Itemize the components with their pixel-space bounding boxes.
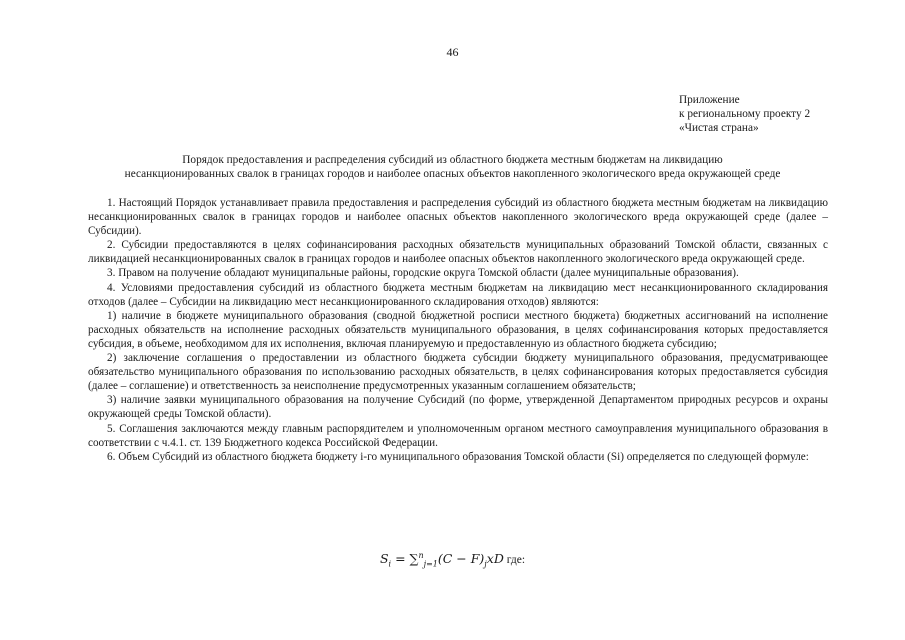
paragraph: 6. Объем Субсидий из областного бюджета бюджету i-го муниципального образования Томской области (Si) определяется по следующей формуле: <box>107 450 809 463</box>
formula-trail: где: <box>503 554 526 567</box>
paragraph: 5. Соглашения заключаются между главным распорядителем и уполномоченным органом местного самоуправления муниципального образования в соответствии с ч.4.1. ст. 139 Бюджетного кодекса Российской Федерации. <box>88 422 828 449</box>
paragraph: 4. Условиями предоставления субсидий из областного бюджета местным бюджетам на ликвидацию мест несанкционированного складирования отходов (далее – Субсидии на ликвидацию мест несанкционированного складирования отходов) являются: <box>88 281 828 308</box>
appendix-line: Приложение <box>679 94 740 106</box>
formula-sum: = ∑ <box>391 551 419 567</box>
formula-body-sub: j <box>484 559 487 569</box>
formula-lhs-sub: i <box>388 559 392 569</box>
appendix-block <box>679 93 810 135</box>
page-number: 46 <box>446 45 459 59</box>
title-line: Порядок предоставления и распределения субсидий из областного бюджета местным бюджетам на ликвидацию <box>182 154 723 166</box>
formula-lhs: S <box>379 551 389 567</box>
paragraph: 3. Правом на получение обладают муниципальные районы, городские округа Томской области (далее муниципальные образования). <box>107 267 739 280</box>
formula-body: (C − F) <box>437 551 485 567</box>
title-line: несанкционированных свалок в границах городов и наиболее опасных объектов накопленного экологического вреда окружающей среде <box>124 168 781 180</box>
formula-sum-sub: j=1 <box>423 559 438 569</box>
paragraph: 1. Настоящий Порядок устанавливает правила предоставления и распределения субсидий из областного бюджета местным бюджетам на ликвидацию несанкционированных свалок в границах городов и наиболее опасных объектов накопленного экологического вреда окружающей среде (далее – Субсидии). <box>88 197 828 238</box>
document-body <box>88 196 828 464</box>
document-title <box>60 153 845 181</box>
paragraph: 2) заключение соглашения о предоставлении из областного бюджета субсидии бюджету муниципального образования, предусматривающее обязательство муниципального образования по использованию расходных обязательств, в целях софинансирования которых предоставляется субсидия (далее – соглашение) и ответственность за неисполнение предусмотренных указанным соглашением обязательств; <box>88 352 828 393</box>
appendix-line: к региональному проекту 2 <box>679 108 811 120</box>
subsidy-formula <box>0 551 905 569</box>
formula-tail: xD <box>486 551 504 567</box>
paragraph: 1) наличие в бюджете муниципального образования (сводной бюджетной росписи местного бюджета) бюджетных ассигнований на исполнение расходных обязательств на исполнение расходных обязательств муниципального образования, в целях софинансирования которых предоставляется субсидия, в объеме, необходимом для их исполнения, включая планируемую и предоставленную из областного бюджета субсидию; <box>88 309 828 350</box>
paragraph: 2. Субсидии предоставляются в целях софинансирования расходных обязательств муниципальных образований Томской области, связанных с ликвидацией несанкционированных свалок в границах городов и наиболее опасных объектов накопленного экологического вреда окружающей среде. <box>88 239 828 266</box>
paragraph: 3) наличие заявки муниципального образования на получение Субсидий (по форме, утвержденной Департаментом природных ресурсов и охраны окружающей среды Томской области). <box>88 394 828 421</box>
formula-sum-sup: n <box>418 551 424 560</box>
appendix-line: «Чистая страна» <box>679 122 759 134</box>
